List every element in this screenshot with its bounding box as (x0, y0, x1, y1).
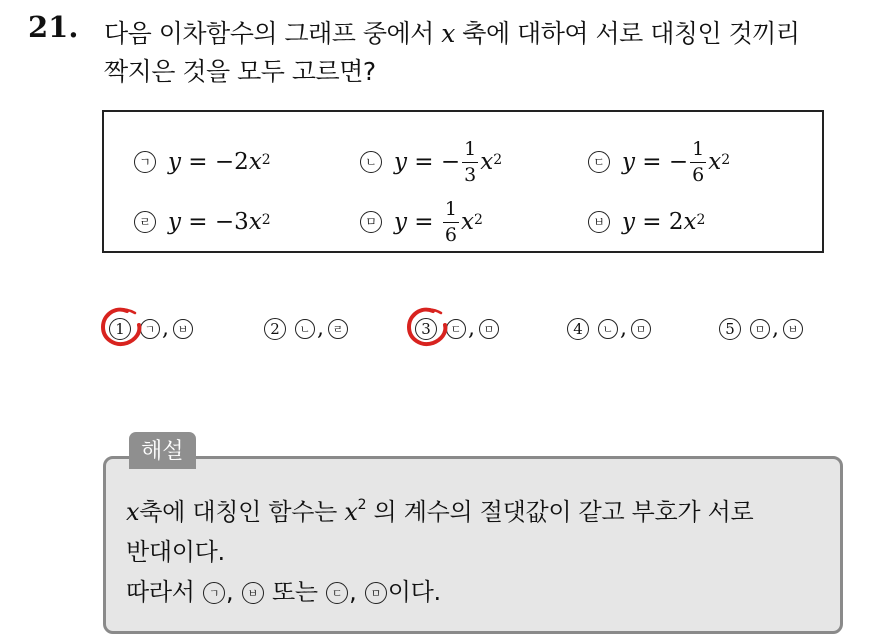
explanation-line1: x축에 대칭인 함수는 $x^2$ 의 계수의 절댓값이 같고 부호가 서로 (126, 497, 754, 526)
choice-2[interactable]: 2 ㄴ , ㄹ (264, 316, 348, 341)
option-label: ㄷ (588, 151, 610, 173)
choice-number: 2 (264, 318, 286, 340)
question-number: 21. (28, 10, 79, 44)
choice-number: 1 (109, 318, 131, 340)
option-digeut: ㄷ y = − $\frac{1}{6}$ x 2 (588, 132, 730, 192)
answer-mark-3 (403, 303, 455, 351)
option-bieup: ㅂ y = 2 x 2 (588, 192, 705, 252)
choice-letter: ㅂ (173, 319, 193, 339)
option-label: ㄱ (134, 151, 156, 173)
choice-letter: ㅂ (783, 319, 803, 339)
choice-letter: ㄴ (295, 319, 315, 339)
choice-letter: ㄹ (328, 319, 348, 339)
option-label: ㄴ (360, 151, 382, 173)
option-mieum: ㅁ y = $\frac{1}{6}$ x 2 (360, 192, 483, 252)
choice-letter: ㄱ (140, 319, 160, 339)
explanation-tab: 해설 (129, 432, 196, 469)
answer-mark-1 (97, 303, 149, 351)
fraction: $\frac{1}{6}$ (444, 197, 457, 246)
choice-letter: ㅁ (750, 319, 770, 339)
question-text-line2: 짝지은 것을 모두 고르면? (104, 57, 376, 86)
choice-3[interactable]: 3 ㄷ , ㅁ (415, 316, 499, 341)
choice-letter: ㄴ (598, 319, 618, 339)
question-text-line1: 다음 이차함수의 그래프 중에서 x 축에 대하여 서로 대칭인 것끼리 (104, 19, 800, 48)
choice-number: 4 (567, 318, 589, 340)
choice-letter: ㅁ (365, 582, 387, 604)
explanation-line2: 반대이다. (126, 538, 225, 566)
fraction: $\frac{1}{3}$ (464, 137, 477, 186)
options-box (102, 110, 824, 253)
option-nieun: ㄴ y = − $\frac{1}{3}$ x 2 (360, 132, 502, 192)
option-label: ㄹ (134, 211, 156, 233)
choice-1[interactable]: 1 ㄱ , ㅂ (109, 316, 193, 341)
option-label: ㅁ (360, 211, 382, 233)
choice-letter: ㅁ (479, 319, 499, 339)
choice-number: 5 (719, 318, 741, 340)
explanation-line3: 따라서 ㄱ , ㅂ 또는 ㄷ , ㅁ 이다. (126, 578, 441, 606)
fraction: $\frac{1}{6}$ (692, 137, 705, 186)
choice-number: 3 (415, 318, 437, 340)
choice-letter: ㄷ (326, 582, 348, 604)
choice-letter: ㄱ (203, 582, 225, 604)
option-label: ㅂ (588, 211, 610, 233)
choice-letter: ㅁ (631, 319, 651, 339)
option-giyeok: ㄱ y = −2 x 2 (134, 132, 271, 192)
choice-4[interactable]: 4 ㄴ , ㅁ (567, 316, 651, 341)
choice-letter: ㄷ (446, 319, 466, 339)
option-rieul: ㄹ y = −3 x 2 (134, 192, 271, 252)
choice-letter: ㅂ (242, 582, 264, 604)
choice-5[interactable]: 5 ㅁ , ㅂ (719, 316, 803, 341)
